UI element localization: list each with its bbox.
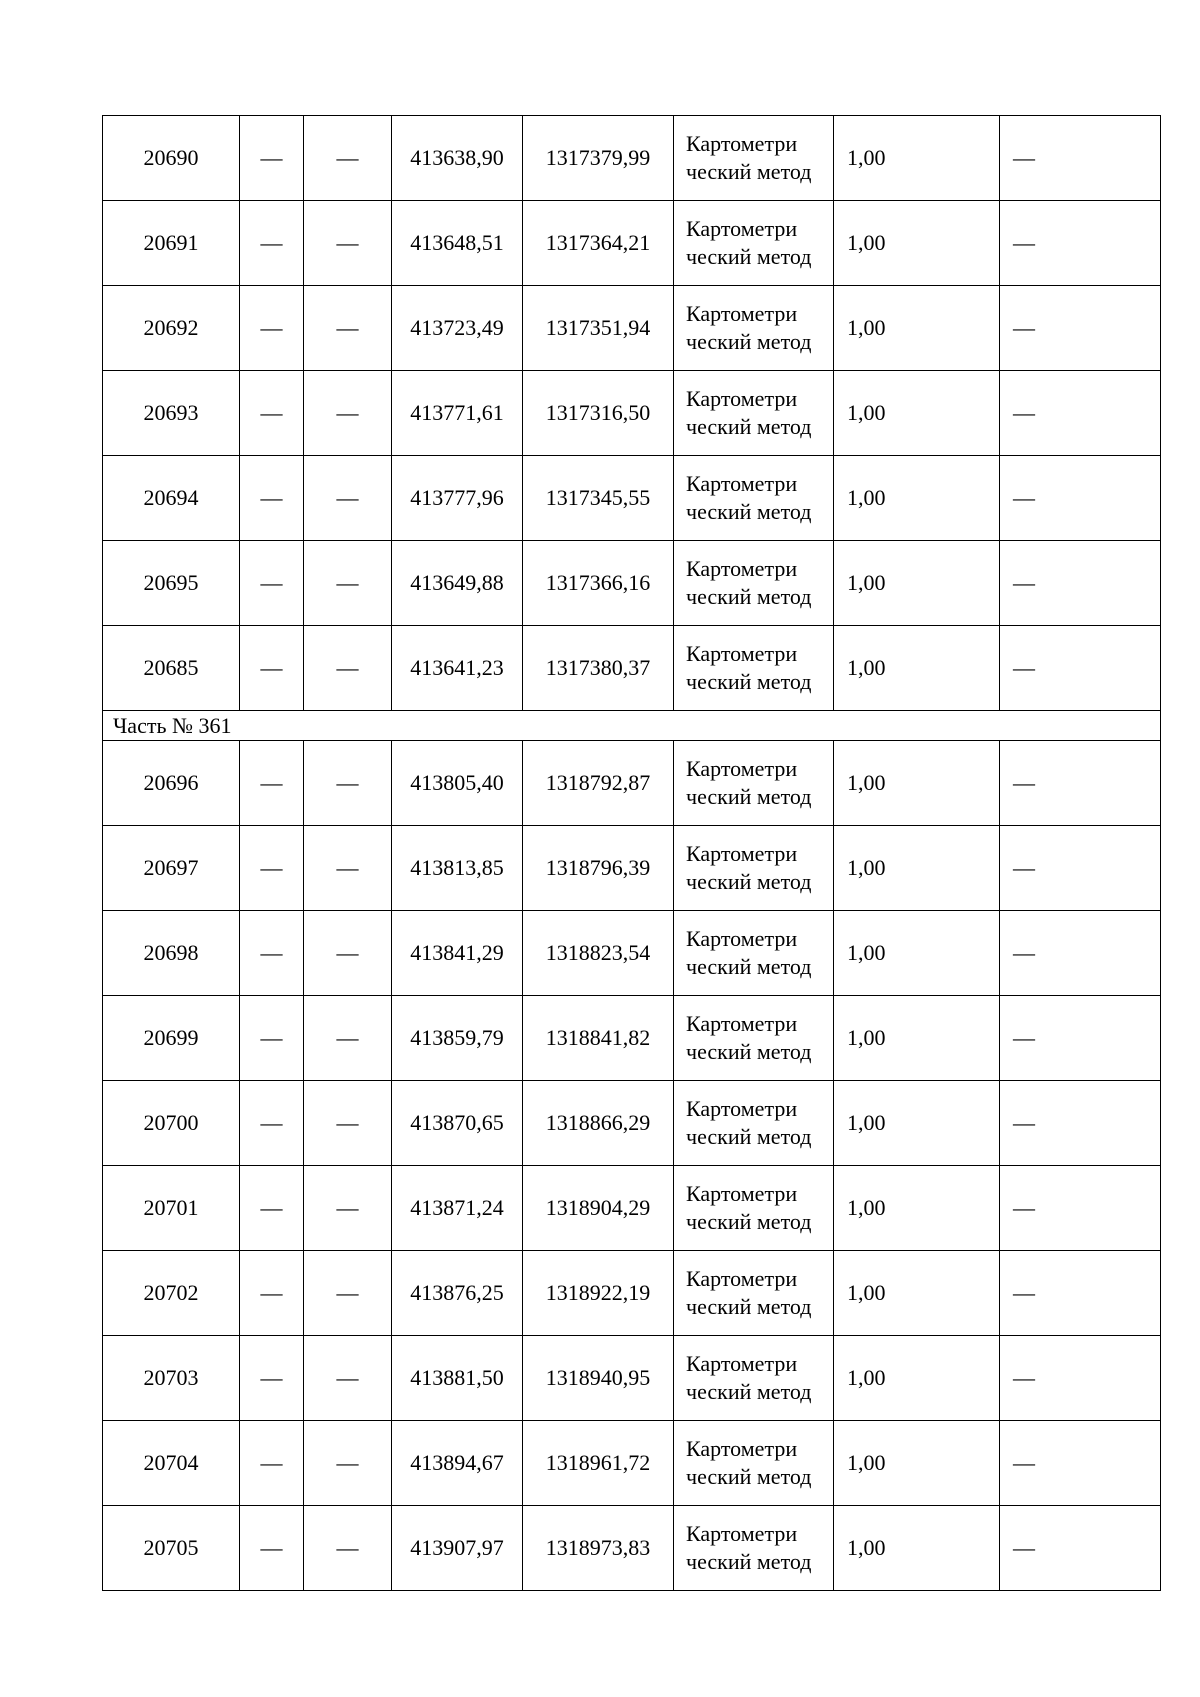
empty-value-cell: — — [240, 1336, 304, 1421]
y-coordinate-cell: 1317366,16 — [523, 541, 674, 626]
method-cell: Картометри ческий метод — [674, 1506, 834, 1591]
x-coordinate-cell: 413871,24 — [392, 1166, 523, 1251]
section-header-row — [103, 711, 1161, 741]
description-cell: — — [1000, 911, 1161, 996]
method-cell: Картометри ческий метод — [674, 1166, 834, 1251]
x-coordinate-cell: 413649,88 — [392, 541, 523, 626]
point-number-cell: 20698 — [103, 911, 240, 996]
empty-value-cell: — — [240, 1166, 304, 1251]
method-cell: Картометри ческий метод — [674, 826, 834, 911]
point-number-cell: 20695 — [103, 541, 240, 626]
description-cell: — — [1000, 1251, 1161, 1336]
point-number-cell: 20699 — [103, 996, 240, 1081]
accuracy-cell: 1,00 — [834, 1251, 1000, 1336]
point-number-cell: 20694 — [103, 456, 240, 541]
empty-value-cell: — — [240, 996, 304, 1081]
method-cell: Картометри ческий метод — [674, 1336, 834, 1421]
empty-value-cell: — — [304, 541, 392, 626]
point-number-cell: 20697 — [103, 826, 240, 911]
table-row — [103, 201, 1161, 286]
table-row — [103, 1251, 1161, 1336]
method-cell: Картометри ческий метод — [674, 1081, 834, 1166]
accuracy-cell: 1,00 — [834, 741, 1000, 826]
accuracy-cell: 1,00 — [834, 1166, 1000, 1251]
table-row — [103, 286, 1161, 371]
description-cell: — — [1000, 201, 1161, 286]
empty-value-cell: — — [240, 1421, 304, 1506]
description-cell: — — [1000, 1506, 1161, 1591]
x-coordinate-cell: 413648,51 — [392, 201, 523, 286]
empty-value-cell: — — [240, 911, 304, 996]
accuracy-cell: 1,00 — [834, 286, 1000, 371]
y-coordinate-cell: 1318841,82 — [523, 996, 674, 1081]
empty-value-cell: — — [240, 201, 304, 286]
empty-value-cell: — — [304, 626, 392, 711]
x-coordinate-cell: 413813,85 — [392, 826, 523, 911]
y-coordinate-cell: 1317379,99 — [523, 116, 674, 201]
description-cell: — — [1000, 741, 1161, 826]
method-cell: Картометри ческий метод — [674, 201, 834, 286]
point-number-cell: 20700 — [103, 1081, 240, 1166]
empty-value-cell: — — [304, 286, 392, 371]
method-cell: Картометри ческий метод — [674, 626, 834, 711]
point-number-cell: 20702 — [103, 1251, 240, 1336]
y-coordinate-cell: 1318792,87 — [523, 741, 674, 826]
x-coordinate-cell: 413641,23 — [392, 626, 523, 711]
method-cell: Картометри ческий метод — [674, 741, 834, 826]
accuracy-cell: 1,00 — [834, 626, 1000, 711]
accuracy-cell: 1,00 — [834, 826, 1000, 911]
point-number-cell: 20691 — [103, 201, 240, 286]
description-cell: — — [1000, 116, 1161, 201]
table-row — [103, 371, 1161, 456]
x-coordinate-cell: 413876,25 — [392, 1251, 523, 1336]
point-number-cell: 20703 — [103, 1336, 240, 1421]
empty-value-cell: — — [240, 826, 304, 911]
x-coordinate-cell: 413859,79 — [392, 996, 523, 1081]
description-cell: — — [1000, 1081, 1161, 1166]
table-row — [103, 626, 1161, 711]
y-coordinate-cell: 1317316,50 — [523, 371, 674, 456]
empty-value-cell: — — [240, 116, 304, 201]
table-row — [103, 996, 1161, 1081]
y-coordinate-cell: 1318961,72 — [523, 1421, 674, 1506]
method-cell: Картометри ческий метод — [674, 456, 834, 541]
point-number-cell: 20705 — [103, 1506, 240, 1591]
description-cell: — — [1000, 626, 1161, 711]
x-coordinate-cell: 413771,61 — [392, 371, 523, 456]
empty-value-cell: — — [304, 1166, 392, 1251]
y-coordinate-cell: 1318904,29 — [523, 1166, 674, 1251]
method-cell: Картометри ческий метод — [674, 286, 834, 371]
empty-value-cell: — — [304, 741, 392, 826]
table-row — [103, 1166, 1161, 1251]
empty-value-cell: — — [240, 371, 304, 456]
y-coordinate-cell: 1318823,54 — [523, 911, 674, 996]
point-number-cell: 20704 — [103, 1421, 240, 1506]
empty-value-cell: — — [304, 911, 392, 996]
accuracy-cell: 1,00 — [834, 456, 1000, 541]
accuracy-cell: 1,00 — [834, 1336, 1000, 1421]
description-cell: — — [1000, 286, 1161, 371]
table-row — [103, 1506, 1161, 1591]
accuracy-cell: 1,00 — [834, 1421, 1000, 1506]
empty-value-cell: — — [240, 1251, 304, 1336]
point-number-cell: 20685 — [103, 626, 240, 711]
empty-value-cell: — — [304, 1506, 392, 1591]
coordinates-table — [102, 115, 1161, 1591]
table-row — [103, 911, 1161, 996]
y-coordinate-cell: 1318922,19 — [523, 1251, 674, 1336]
empty-value-cell: — — [304, 1081, 392, 1166]
x-coordinate-cell: 413881,50 — [392, 1336, 523, 1421]
empty-value-cell: — — [240, 1081, 304, 1166]
description-cell: — — [1000, 996, 1161, 1081]
y-coordinate-cell: 1317364,21 — [523, 201, 674, 286]
empty-value-cell: — — [240, 456, 304, 541]
empty-value-cell: — — [304, 996, 392, 1081]
empty-value-cell: — — [304, 1336, 392, 1421]
table-row — [103, 541, 1161, 626]
table-row — [103, 1081, 1161, 1166]
method-cell: Картометри ческий метод — [674, 116, 834, 201]
accuracy-cell: 1,00 — [834, 911, 1000, 996]
y-coordinate-cell: 1317351,94 — [523, 286, 674, 371]
method-cell: Картометри ческий метод — [674, 1251, 834, 1336]
table-body — [103, 116, 1161, 1591]
empty-value-cell: — — [240, 1506, 304, 1591]
point-number-cell: 20696 — [103, 741, 240, 826]
table-row — [103, 116, 1161, 201]
y-coordinate-cell: 1318866,29 — [523, 1081, 674, 1166]
x-coordinate-cell: 413870,65 — [392, 1081, 523, 1166]
y-coordinate-cell: 1317380,37 — [523, 626, 674, 711]
description-cell: — — [1000, 541, 1161, 626]
accuracy-cell: 1,00 — [834, 371, 1000, 456]
method-cell: Картометри ческий метод — [674, 996, 834, 1081]
method-cell: Картометри ческий метод — [674, 911, 834, 996]
accuracy-cell: 1,00 — [834, 201, 1000, 286]
method-cell: Картометри ческий метод — [674, 1421, 834, 1506]
accuracy-cell: 1,00 — [834, 1081, 1000, 1166]
table-row — [103, 826, 1161, 911]
y-coordinate-cell: 1318796,39 — [523, 826, 674, 911]
empty-value-cell: — — [304, 1421, 392, 1506]
table-row — [103, 1421, 1161, 1506]
empty-value-cell: — — [240, 541, 304, 626]
empty-value-cell: — — [304, 116, 392, 201]
table-row — [103, 741, 1161, 826]
x-coordinate-cell: 413723,49 — [392, 286, 523, 371]
x-coordinate-cell: 413638,90 — [392, 116, 523, 201]
x-coordinate-cell: 413894,67 — [392, 1421, 523, 1506]
x-coordinate-cell: 413907,97 — [392, 1506, 523, 1591]
accuracy-cell: 1,00 — [834, 1506, 1000, 1591]
description-cell: — — [1000, 371, 1161, 456]
empty-value-cell: — — [240, 626, 304, 711]
empty-value-cell: — — [240, 741, 304, 826]
description-cell: — — [1000, 456, 1161, 541]
empty-value-cell: — — [304, 1251, 392, 1336]
section-label: Часть № 361 — [103, 711, 1161, 741]
accuracy-cell: 1,00 — [834, 116, 1000, 201]
description-cell: — — [1000, 1166, 1161, 1251]
method-cell: Картометри ческий метод — [674, 541, 834, 626]
point-number-cell: 20692 — [103, 286, 240, 371]
method-cell: Картометри ческий метод — [674, 371, 834, 456]
point-number-cell: 20701 — [103, 1166, 240, 1251]
accuracy-cell: 1,00 — [834, 541, 1000, 626]
x-coordinate-cell: 413777,96 — [392, 456, 523, 541]
description-cell: — — [1000, 1336, 1161, 1421]
empty-value-cell: — — [304, 371, 392, 456]
table-row — [103, 456, 1161, 541]
empty-value-cell: — — [304, 826, 392, 911]
point-number-cell: 20690 — [103, 116, 240, 201]
y-coordinate-cell: 1318973,83 — [523, 1506, 674, 1591]
description-cell: — — [1000, 1421, 1161, 1506]
description-cell: — — [1000, 826, 1161, 911]
y-coordinate-cell: 1318940,95 — [523, 1336, 674, 1421]
x-coordinate-cell: 413805,40 — [392, 741, 523, 826]
empty-value-cell: — — [240, 286, 304, 371]
y-coordinate-cell: 1317345,55 — [523, 456, 674, 541]
empty-value-cell: — — [304, 456, 392, 541]
x-coordinate-cell: 413841,29 — [392, 911, 523, 996]
empty-value-cell: — — [304, 201, 392, 286]
point-number-cell: 20693 — [103, 371, 240, 456]
accuracy-cell: 1,00 — [834, 996, 1000, 1081]
table-row — [103, 1336, 1161, 1421]
